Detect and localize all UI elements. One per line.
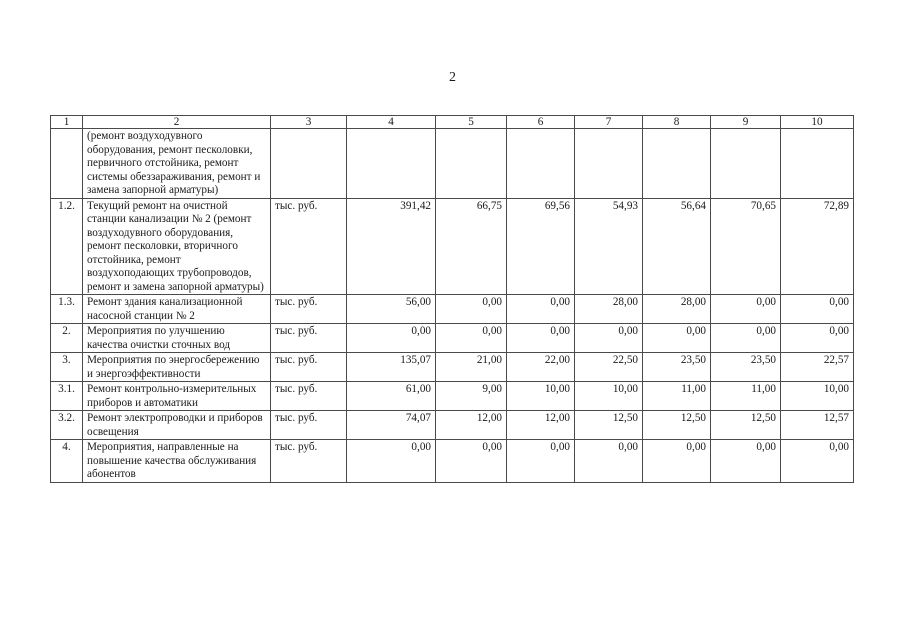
measure-name: Текущий ремонт на очистной станции канализации № 2 (ремонт воздуходувного оборудования, ремонт песколовки, вторичного отстойника, ремонт воздухоподающих трубопроводов, ремонт и замена запорной арматуры): [83, 198, 271, 295]
table-row: [51, 440, 854, 483]
value-cell: 11,00: [711, 382, 781, 411]
value-cell: 0,00: [711, 324, 781, 353]
value-cell: 12,50: [711, 411, 781, 440]
value-cell: 0,00: [436, 324, 507, 353]
column-header: 5: [436, 116, 507, 129]
value-cell: 12,57: [781, 411, 854, 440]
value-cell: [643, 129, 711, 199]
unit-cell: тыс. руб.: [271, 382, 347, 411]
row-number: 3.: [51, 353, 83, 382]
value-cell: 135,07: [347, 353, 436, 382]
unit-cell: тыс. руб.: [271, 353, 347, 382]
unit-cell: тыс. руб.: [271, 440, 347, 483]
value-cell: 0,00: [781, 440, 854, 483]
value-cell: 12,50: [643, 411, 711, 440]
value-cell: 10,00: [507, 382, 575, 411]
value-cell: 0,00: [575, 324, 643, 353]
value-cell: 23,50: [711, 353, 781, 382]
unit-cell: [271, 129, 347, 199]
column-header: 7: [575, 116, 643, 129]
value-cell: 0,00: [507, 324, 575, 353]
value-cell: 22,00: [507, 353, 575, 382]
value-cell: 54,93: [575, 198, 643, 295]
value-cell: [507, 129, 575, 199]
measures-table: [50, 115, 854, 483]
unit-cell: тыс. руб.: [271, 198, 347, 295]
table-row: [51, 295, 854, 324]
column-header: 8: [643, 116, 711, 129]
table-row: [51, 324, 854, 353]
value-cell: 72,89: [781, 198, 854, 295]
row-number: [51, 129, 83, 199]
value-cell: 391,42: [347, 198, 436, 295]
table-row: [51, 353, 854, 382]
value-cell: 0,00: [711, 440, 781, 483]
value-cell: 66,75: [436, 198, 507, 295]
value-cell: 0,00: [781, 324, 854, 353]
value-cell: 12,50: [575, 411, 643, 440]
measure-name: Ремонт здания канализационной насосной станции № 2: [83, 295, 271, 324]
value-cell: 0,00: [575, 440, 643, 483]
unit-cell: тыс. руб.: [271, 411, 347, 440]
value-cell: 0,00: [436, 295, 507, 324]
value-cell: 69,56: [507, 198, 575, 295]
value-cell: 0,00: [643, 324, 711, 353]
row-number: 1.2.: [51, 198, 83, 295]
measure-name: Мероприятия по улучшению качества очистки сточных вод: [83, 324, 271, 353]
row-number: 3.2.: [51, 411, 83, 440]
column-header: 6: [507, 116, 575, 129]
unit-cell: тыс. руб.: [271, 324, 347, 353]
value-cell: [436, 129, 507, 199]
value-cell: 9,00: [436, 382, 507, 411]
value-cell: 28,00: [575, 295, 643, 324]
value-cell: 12,00: [436, 411, 507, 440]
column-header: 3: [271, 116, 347, 129]
table-row: [51, 411, 854, 440]
value-cell: 28,00: [643, 295, 711, 324]
value-cell: 0,00: [347, 440, 436, 483]
value-cell: 22,50: [575, 353, 643, 382]
value-cell: 23,50: [643, 353, 711, 382]
row-number: 2.: [51, 324, 83, 353]
column-header: 9: [711, 116, 781, 129]
value-cell: 21,00: [436, 353, 507, 382]
page-number: 2: [449, 70, 456, 85]
table-row: [51, 198, 854, 295]
value-cell: 61,00: [347, 382, 436, 411]
column-header: 2: [83, 116, 271, 129]
measure-name: Мероприятия по энергосбережению и энергоэффективности: [83, 353, 271, 382]
value-cell: [575, 129, 643, 199]
value-cell: 56,64: [643, 198, 711, 295]
value-cell: 10,00: [575, 382, 643, 411]
value-cell: 12,00: [507, 411, 575, 440]
value-cell: 74,07: [347, 411, 436, 440]
value-cell: 0,00: [781, 295, 854, 324]
value-cell: 0,00: [507, 440, 575, 483]
column-header: 1: [51, 116, 83, 129]
column-header: 4: [347, 116, 436, 129]
value-cell: 10,00: [781, 382, 854, 411]
value-cell: 11,00: [643, 382, 711, 411]
table-row: [51, 129, 854, 199]
row-number: 1.3.: [51, 295, 83, 324]
value-cell: [711, 129, 781, 199]
value-cell: [347, 129, 436, 199]
value-cell: 0,00: [507, 295, 575, 324]
value-cell: 0,00: [436, 440, 507, 483]
value-cell: 0,00: [643, 440, 711, 483]
unit-cell: тыс. руб.: [271, 295, 347, 324]
value-cell: 56,00: [347, 295, 436, 324]
measure-name: Ремонт электропроводки и приборов освещения: [83, 411, 271, 440]
value-cell: 0,00: [711, 295, 781, 324]
measure-name: (ремонт воздуходувного оборудования, ремонт песколовки, первичного отстойника, ремонт системы обеззараживания, ремонт и замена запорной арматуры): [83, 129, 271, 199]
row-number: 4.: [51, 440, 83, 483]
value-cell: 0,00: [347, 324, 436, 353]
column-number-row: [51, 116, 854, 129]
measure-name: Мероприятия, направленные на повышение качества обслуживания абонентов: [83, 440, 271, 483]
value-cell: 22,57: [781, 353, 854, 382]
table-row: [51, 382, 854, 411]
value-cell: [781, 129, 854, 199]
row-number: 3.1.: [51, 382, 83, 411]
measure-name: Ремонт контрольно-измерительных приборов и автоматики: [83, 382, 271, 411]
value-cell: 70,65: [711, 198, 781, 295]
column-header: 10: [781, 116, 854, 129]
